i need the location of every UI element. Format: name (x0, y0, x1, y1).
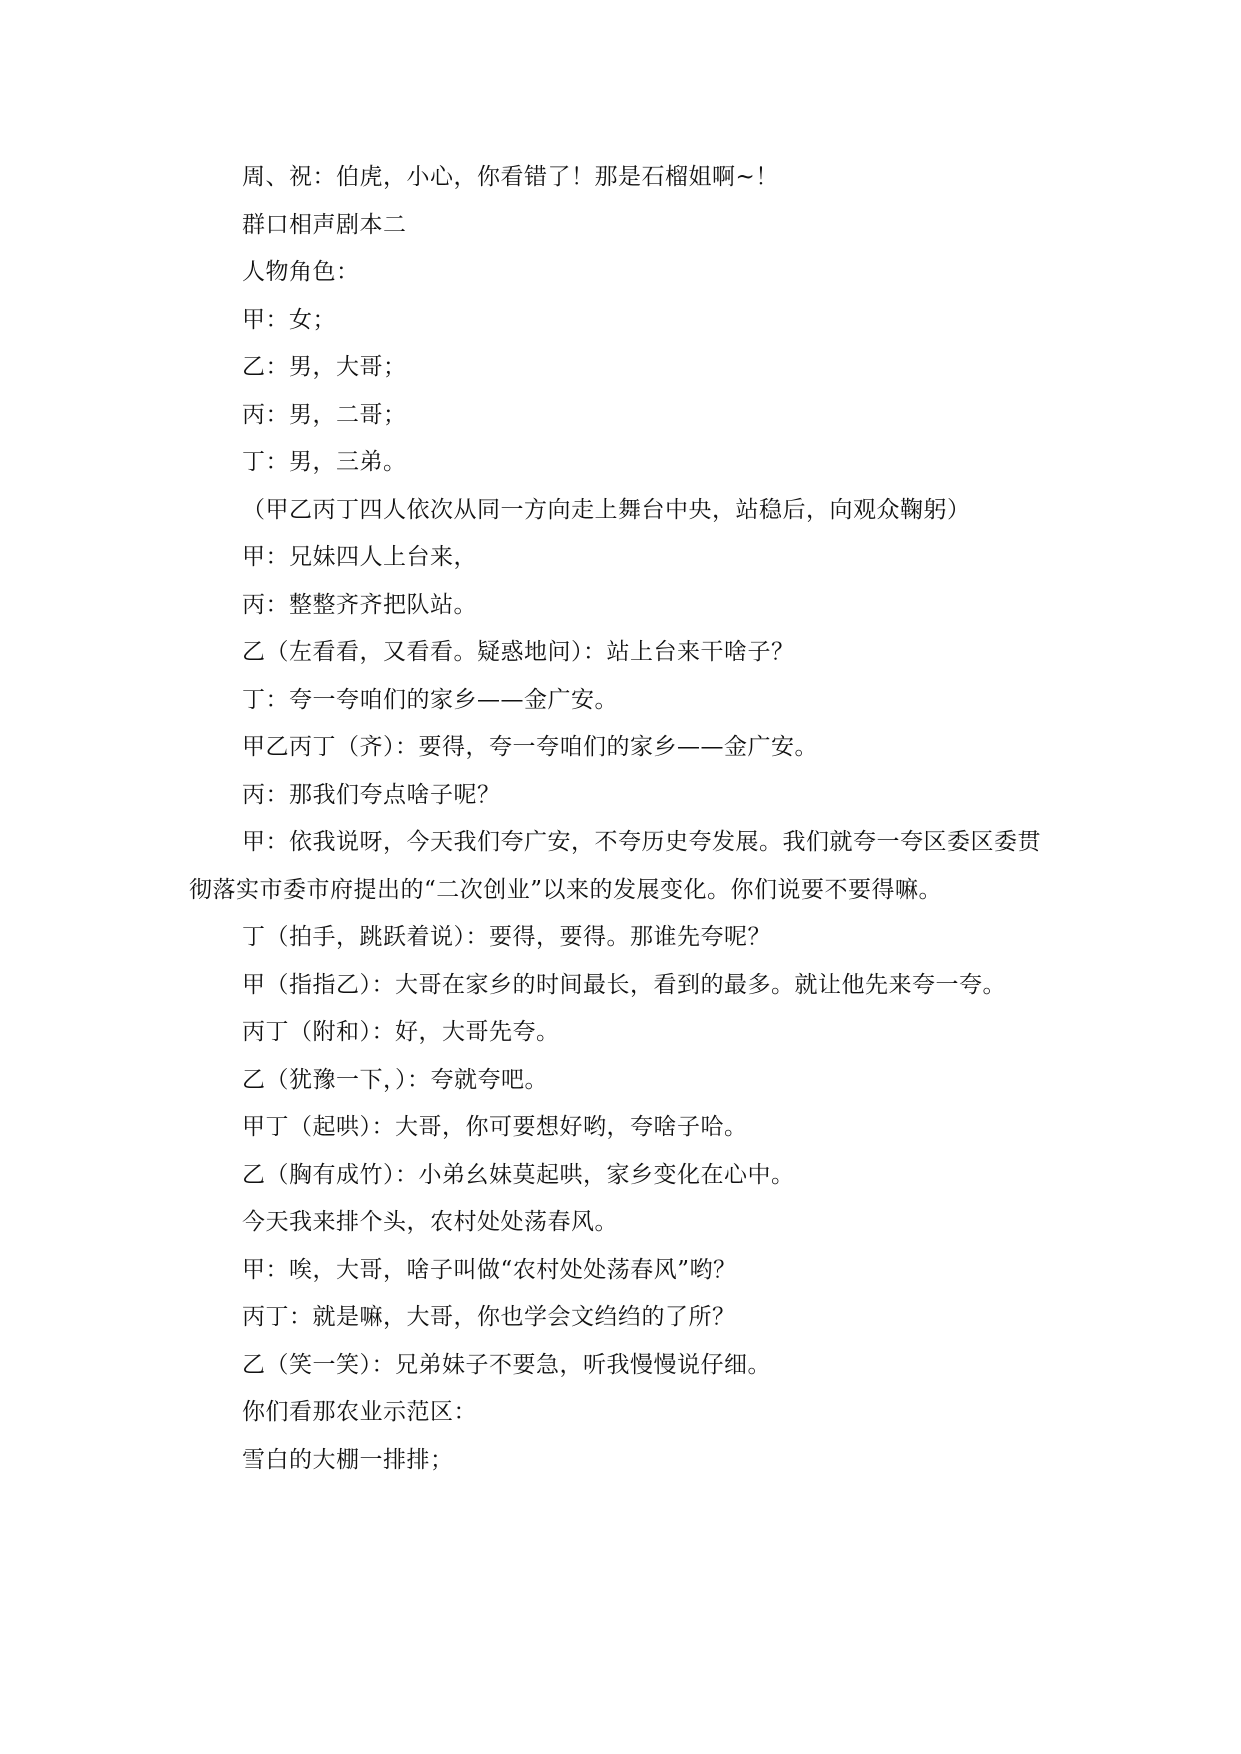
text-line: 丁（拍手，跳跃着说）：要得，要得。那谁先夸呢？ (242, 924, 771, 950)
text-line: 你们看那农业示范区： (242, 1399, 477, 1425)
section-title: 群口相声剧本二 (242, 211, 407, 238)
text-line: 甲：唉，大哥，啥子叫做“农村处处荡春风”哟？ (242, 1256, 737, 1283)
text-line: 乙（胸有成竹）：小弟幺妹莫起哄，家乡变化在心中。 (242, 1161, 795, 1188)
text-line: 甲（指指乙）：大哥在家乡的时间最长，看到的最多。就让他先来夸一夸。 (242, 971, 1006, 998)
text-line: 人物角色： (242, 259, 360, 285)
stage-direction: （甲乙丙丁四人依次从同一方向走上舞台中央，站稳后，向观众鞠躬） (242, 496, 971, 523)
document-body (189, 154, 1049, 1484)
text-line: 乙（左看看，又看看。疑惑地问）：站上台来干啥子？ (242, 639, 795, 665)
text-line: 乙（笑一笑）：兄弟妹子不要急，听我慢慢说仔细。 (242, 1351, 771, 1378)
text-line: 甲乙丙丁（齐）：要得，夸一夸咱们的家乡——金广安。 (242, 734, 818, 760)
text-line: 丙：整整齐齐把队站。 (242, 591, 477, 618)
text-line: 丁：男，三弟。 (242, 449, 407, 475)
text-line: 乙：男，大哥； (242, 354, 407, 380)
text-line: 丙丁（附和）：好，大哥先夸。 (242, 1019, 560, 1045)
text-line: 丙：男，二哥； (242, 401, 407, 428)
text-line: 甲丁（起哄）：大哥，你可要想好哟，夸啥子哈。 (242, 1114, 748, 1140)
text-line: 乙（犹豫一下，）：夸就夸吧。 (242, 1066, 548, 1093)
text-line: 丙丁：就是嘛，大哥，你也学会文绉绉的了所？ (242, 1304, 736, 1330)
text-paragraph: 甲：依我说呀，今天我们夸广安，不夸历史夸发展。我们就夸一夸区委区委贯彻落实市委市府提出的“二次创业”以来的发展变化。你们说要不要得嘛。 (189, 829, 1041, 903)
text-line: 甲：兄妹四人上台来， (242, 544, 477, 570)
text-line: 丙：那我们夸点啥子呢？ (242, 781, 501, 808)
text-line: 丁：夸一夸咱们的家乡——金广安。 (242, 686, 618, 713)
text-line: 甲：女； (242, 306, 336, 333)
text-line: 雪白的大棚一排排； (242, 1446, 454, 1473)
text-line: 周、祝：伯虎，小心，你看错了！那是石榴姐啊~！ (242, 164, 779, 190)
text-line: 今天我来排个头，农村处处荡春风。 (242, 1209, 618, 1235)
